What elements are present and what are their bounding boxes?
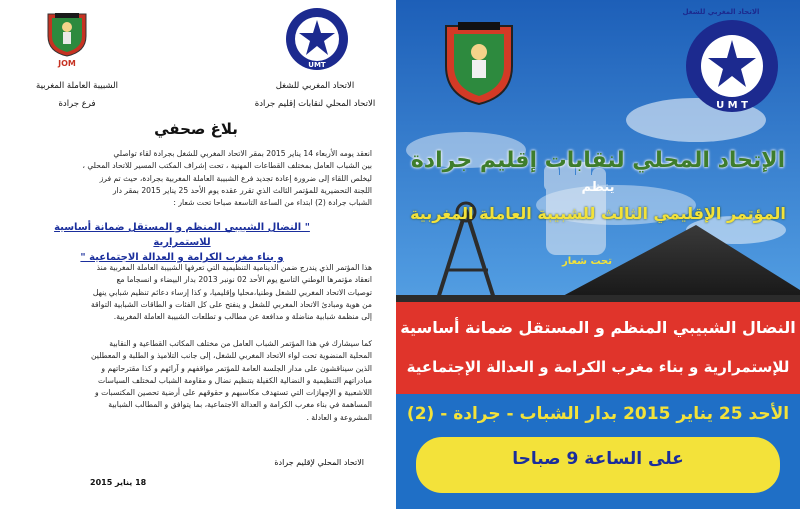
- jom-logo: [22, 8, 112, 68]
- paragraph-line: الشباب جرادة (2) ابتداء من الساعة التاسعة صباحا تحت شعار :: [173, 198, 372, 208]
- paragraph-context: [18, 262, 372, 323]
- paragraph-intro: [18, 148, 372, 209]
- jom-logo-text: JOM: [58, 59, 76, 68]
- paragraph-line: كما سيشارك في هذا المؤتمر الشباب العامل من مختلف المكاتب القطاعية و النقابية: [109, 339, 372, 348]
- umt-poster-text: U M T: [716, 100, 748, 111]
- paragraph-line: ليخلص اللقاء إلى ضرورة إعادة تجديد فرع الشبيبة العاملة المغربية بجرادة، حيث تم فرز: [99, 173, 372, 183]
- paragraph-line: الذين سيناقشون على مدار الجلسة العامة للمؤتمر مواقفهم و آرائهم و كذا مقترحاتهم و: [101, 363, 372, 373]
- page-title: بلاغ صحفي: [154, 120, 238, 138]
- paragraph-line: المحلية المنضوية تحت لواء الاتحاد المغربي للشغل، إلى جانب التلاميذ و الطلبة و المعطلين: [91, 351, 372, 361]
- paragraph-line: بين الشباب العامل بمختلف القطاعات المهنية ، تحت إشراف المكتب المسير للاتحاد المحلي ،: [82, 161, 372, 171]
- paragraph-line: انعقاد مؤتمرها الوطني التاسع يوم الأحد 02 نونبر 2013 بدار البيضاء و انسجاما مع: [116, 275, 372, 285]
- event-time-line: على الساعة 9 صباحا: [512, 449, 684, 469]
- paragraph-participation: [18, 338, 372, 424]
- jom-logo-icon: [44, 8, 90, 58]
- paragraph-line: المشروعة و العادلة .: [306, 412, 372, 422]
- slogan-panel: [396, 302, 800, 394]
- release-date: 18 يناير 2015: [90, 478, 147, 487]
- paragraph-line: اللجنة التحضيرية للمؤتمر الثالث الذي تقرر عقده يوم الأحد 25 يناير 2015 بمقر دار: [112, 185, 372, 195]
- paragraph-line: توصيات الاتحاد المغربي للشغل وطنيا،محليا وإقليميا، و كذا إرساء دعائم تنظيم شبابي ينهل: [92, 287, 372, 297]
- poster-headline: الإتحاد المحلي لنقابات إقليم جرادة: [410, 148, 786, 173]
- event-poster: [396, 0, 800, 509]
- press-release: [0, 0, 392, 509]
- event-title: المؤتمر الإقليمي الثالث للشبيبة العاملة المغربية: [410, 204, 786, 223]
- union-arc-text: الاتحاد المغربي للشغل: [682, 8, 760, 16]
- jom-poster-logo-icon: [442, 20, 516, 106]
- left-branch-name: فرع جرادة: [58, 99, 96, 109]
- organizes-label: ينظم: [581, 180, 615, 195]
- paragraph-line: من هوية ومبادئ الاتحاد المغربي للشغل و ينفتح على كل الفئات و الطاقات الشبابية التواقة: [90, 299, 372, 309]
- paragraph-line: مبادراتهم التنظيمية و النضالية الكفيلة بتنظيم نضال و مقاومة الشباب لمختلف السياسات: [98, 375, 372, 385]
- signature: الاتحاد المحلي لإقليم جرادة: [274, 458, 364, 467]
- right-org-name: الاتحاد المغربي للشغل: [275, 81, 355, 91]
- umt-logo: [262, 6, 372, 72]
- left-org-name: الشبيبة العاملة المغربية: [36, 81, 118, 91]
- poster-slogan-line-1: النضال الشبيبي المنظم و المستقل ضمانة أساسية: [400, 318, 796, 337]
- slogan-line: و بناء مغرب الكرامة و العدالة الاجتماعية ": [80, 252, 284, 263]
- slogan-label: تحت شعار: [561, 256, 613, 267]
- umt-logo-icon: [284, 6, 350, 72]
- umt-poster-logo-icon: [684, 18, 780, 114]
- paragraph-line: اللاشعبية و الإجهازات التي تستهدف مكاسبهم و حقوقهم على أرضية تحصين المكتسبات و: [95, 388, 372, 398]
- slogan-line: " النضال الشبيبي المنظم و المستقل ضمانة أساسية للاستمرارية: [54, 222, 310, 248]
- paragraph-line: هذا المؤتمر الذي يندرج ضمن الدينامية التنظيمية التي تعرفها الشبيبة العاملة المغربية منذ: [96, 263, 372, 272]
- paragraph-line: إلى منظمة شبابية مناضلة و مدافعة عن مطالب و تطلعات الشبيبة العاملة المغربية.: [113, 312, 372, 322]
- paragraph-line: المساهمة في بناء مغرب الكرامة و العدالة الاجتماعية، بما يتوافق و المطالب الشبابية: [108, 400, 372, 410]
- event-date-line: الأحد 25 يناير 2015 بدار الشباب - جرادة - (2): [406, 404, 790, 424]
- slogan: [32, 220, 332, 265]
- umt-logo-text: UMT: [308, 61, 326, 69]
- paragraph-line: انعقد يومه الأربعاء 14 يناير 2015 بمقر الاتحاد المغربي للشغل بجرادة لقاء تواصلي: [113, 149, 372, 158]
- poster-slogan-line-2: للإستمرارية و بناء مغرب الكرامة و العدالة الإجتماعية: [406, 358, 790, 376]
- right-union-name: الاتحاد المحلي لنقابات إقليم جرادة: [254, 99, 376, 109]
